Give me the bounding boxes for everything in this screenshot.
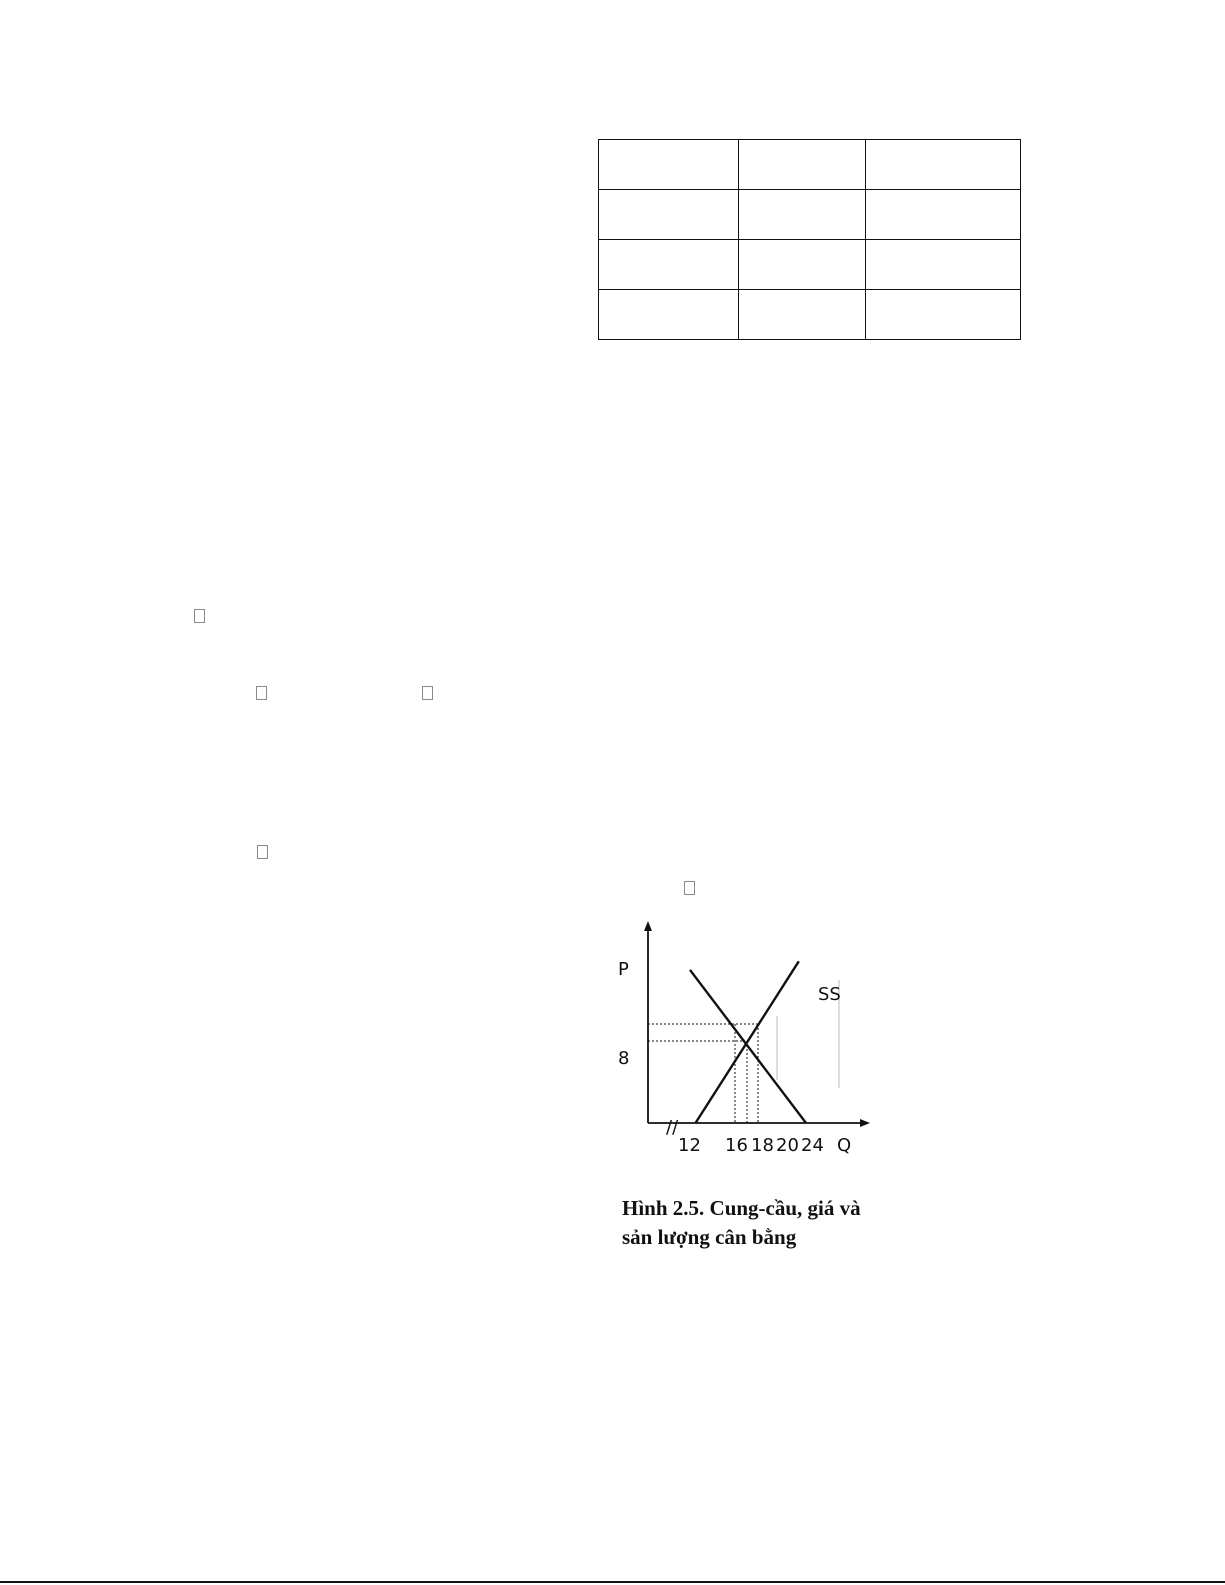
- missing-glyph-icon: [194, 609, 205, 623]
- caption-line-1: Hình 2.5. Cung-cầu, giá và: [622, 1196, 861, 1220]
- p-axis-label: P: [618, 959, 629, 980]
- table-cell: [739, 140, 866, 190]
- missing-glyph-icon: [422, 686, 433, 700]
- table-cell: [866, 190, 1021, 240]
- table-cell: [599, 190, 739, 240]
- q-tick-label: 16: [725, 1135, 748, 1156]
- q-axis-arrow: [860, 1119, 870, 1127]
- missing-glyph-icon: [256, 686, 267, 700]
- data-table: [598, 139, 1021, 340]
- axis-break-symbol: //: [666, 1117, 679, 1138]
- missing-glyph-icon: [257, 845, 268, 859]
- table-cell: [866, 240, 1021, 290]
- supply-demand-chart: [612, 918, 902, 1168]
- figure-caption: [622, 1194, 922, 1252]
- q-tick-label: 20: [776, 1135, 799, 1156]
- table-cell: [866, 140, 1021, 190]
- q-tick-label: 18: [751, 1135, 774, 1156]
- series-layer: [690, 961, 806, 1123]
- table-row: [599, 290, 1021, 340]
- table-cell: [866, 290, 1021, 340]
- caption-line-2: sản lượng cân bằng: [622, 1225, 797, 1249]
- table-cell: [739, 190, 866, 240]
- bottom-rule: [0, 1581, 1225, 1583]
- q-axis-label: Q: [837, 1135, 852, 1156]
- p-axis-arrow: [644, 921, 652, 931]
- table-cell: [599, 240, 739, 290]
- table-cell: [599, 140, 739, 190]
- demand-curve: [690, 970, 806, 1123]
- table-cell: [599, 290, 739, 340]
- table-row: [599, 140, 1021, 190]
- p-tick-label: 8: [618, 1048, 630, 1069]
- missing-glyph-icon: [684, 881, 695, 895]
- table-row: [599, 190, 1021, 240]
- supply-curve-label: SS: [818, 984, 841, 1005]
- table-row: [599, 240, 1021, 290]
- table-cell: [739, 290, 866, 340]
- table-cell: [739, 240, 866, 290]
- q-tick-label: 12: [678, 1135, 701, 1156]
- q-tick-label: 24: [801, 1135, 824, 1156]
